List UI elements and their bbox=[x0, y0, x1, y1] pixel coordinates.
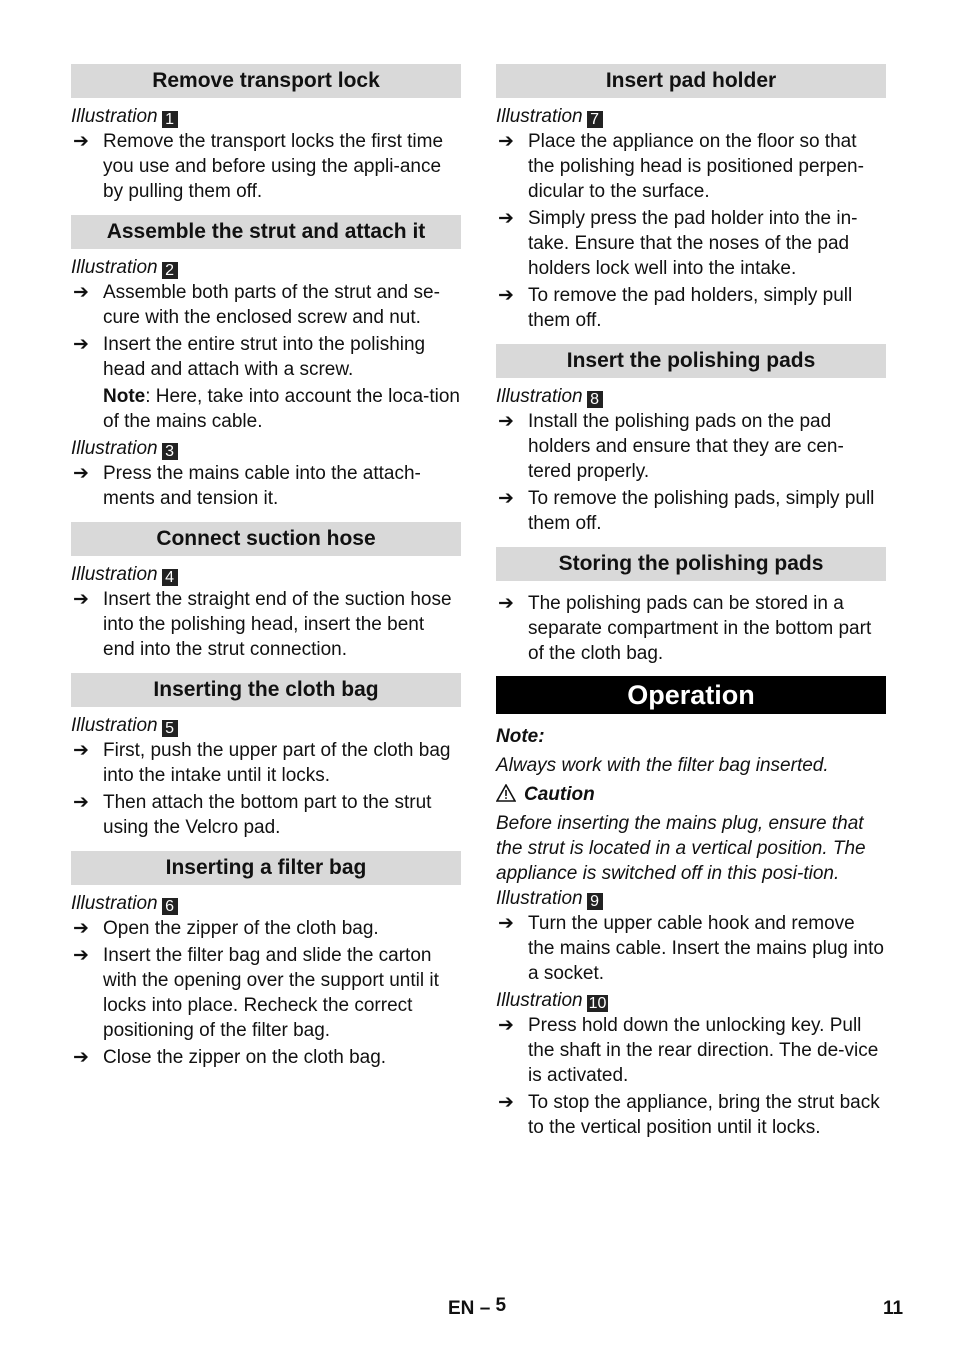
illustration-ref: Illustration 6 bbox=[71, 891, 461, 916]
arrow-icon: ➔ bbox=[73, 282, 89, 303]
arrow-icon: ➔ bbox=[73, 740, 89, 761]
note-text: Always work with the filter bag inserted. bbox=[496, 755, 829, 776]
illustration-number: 6 bbox=[162, 898, 178, 915]
illustration-ref: Illustration 3 bbox=[71, 436, 461, 461]
instruction-item: ➔ To remove the pad holders, simply pull them off. bbox=[498, 285, 853, 331]
instruction-item: ➔ Insert the filter bag and slide the carton with the opening over the support until it locks into place. Recheck the correct positioning of the filter bag. bbox=[73, 945, 439, 1041]
arrow-icon: ➔ bbox=[498, 1015, 514, 1036]
arrow-icon: ➔ bbox=[73, 131, 89, 152]
illustration-number: 3 bbox=[162, 443, 178, 460]
section-heading-inserting-filter-bag: Inserting a filter bag bbox=[71, 851, 461, 885]
illustration-number: 8 bbox=[587, 391, 603, 408]
instruction-item: ➔ First, push the upper part of the cloth bag into the intake until it locks. bbox=[73, 740, 451, 786]
illustration-number: 1 bbox=[162, 111, 178, 128]
arrow-icon: ➔ bbox=[73, 945, 89, 966]
section-heading-storing-polishing-pads: Storing the polishing pads bbox=[496, 547, 886, 581]
instruction-item: ➔ Press the mains cable into the attach-ments and tension it. bbox=[73, 463, 421, 509]
instruction-item: ➔ Place the appliance on the floor so that the polishing head is positioned perpen-dicular to the surface. bbox=[498, 131, 864, 202]
instruction-item: ➔ Then attach the bottom part to the strut using the Velcro pad. bbox=[73, 792, 432, 838]
instruction-item: ➔ Close the zipper on the cloth bag. bbox=[73, 1047, 387, 1068]
caution-text: Before inserting the mains plug, ensure that the strut is located in a vertical position. The appliance is switched off in this posi-tion. bbox=[496, 813, 866, 884]
arrow-icon: ➔ bbox=[498, 1092, 514, 1113]
instruction-item: ➔ Turn the upper cable hook and remove the mains cable. Insert the mains plug into a socket. bbox=[498, 913, 884, 984]
illustration-number: 9 bbox=[587, 893, 603, 910]
instruction-item: ➔ Open the zipper of the cloth bag. bbox=[73, 918, 379, 939]
instruction-item: ➔ Remove the transport locks the first time you use and before using the appli-ance by pulling them off. bbox=[73, 131, 444, 202]
caution-heading: Caution bbox=[496, 782, 886, 807]
arrow-icon: ➔ bbox=[498, 593, 514, 614]
arrow-icon: ➔ bbox=[498, 488, 514, 509]
instruction-item: ➔ Assemble both parts of the strut and se-cure with the enclosed screw and nut. bbox=[73, 282, 440, 328]
arrow-icon: ➔ bbox=[498, 411, 514, 432]
section-heading-connect-suction-hose: Connect suction hose bbox=[71, 522, 461, 556]
right-column bbox=[496, 64, 886, 1142]
section-heading-remove-transport-lock: Remove transport lock bbox=[71, 64, 461, 98]
illustration-number: 5 bbox=[162, 720, 178, 737]
instruction-item: ➔ Insert the entire strut into the polishing head and attach with a screw. bbox=[73, 334, 426, 380]
note-label: Note: bbox=[496, 726, 545, 747]
illustration-ref: Illustration 10 bbox=[496, 990, 607, 1012]
arrow-icon: ➔ bbox=[73, 918, 89, 939]
instruction-item: ➔ Install the polishing pads on the pad holders and ensure that they are cen-tered properly. bbox=[498, 411, 844, 482]
footer-language-page: EN – 5 bbox=[448, 1295, 507, 1319]
arrow-icon: ➔ bbox=[73, 589, 89, 610]
arrow-icon: ➔ bbox=[73, 463, 89, 484]
instruction-item: ➔ Press hold down the unlocking key. Pull the shaft in the rear direction. The de-vice is activated. bbox=[498, 1015, 879, 1086]
illustration-ref: Illustration 9 bbox=[496, 886, 886, 911]
section-heading-insert-pad-holder: Insert pad holder bbox=[496, 64, 886, 98]
arrow-icon: ➔ bbox=[498, 285, 514, 306]
section-heading-assemble-strut: Assemble the strut and attach it bbox=[71, 215, 461, 249]
illustration-number: 7 bbox=[587, 111, 603, 128]
instruction-item: ➔ To stop the appliance, bring the strut back to the vertical position until it locks. bbox=[498, 1092, 880, 1138]
section-heading-insert-polishing-pads: Insert the polishing pads bbox=[496, 344, 886, 378]
illustration-ref: Illustration 8 bbox=[496, 384, 886, 409]
illustration-ref: Illustration 5 bbox=[71, 713, 461, 738]
chapter-heading-operation: Operation bbox=[496, 676, 886, 714]
section-heading-inserting-cloth-bag: Inserting the cloth bag bbox=[71, 673, 461, 707]
illustration-ref: Illustration 1 bbox=[71, 104, 461, 129]
illustration-number: 4 bbox=[162, 569, 178, 586]
instruction-item: ➔ To remove the polishing pads, simply pull them off. bbox=[498, 488, 875, 534]
arrow-icon: ➔ bbox=[73, 334, 89, 355]
illustration-number: 10 bbox=[588, 995, 607, 1012]
arrow-icon: ➔ bbox=[73, 792, 89, 813]
warning-icon bbox=[496, 784, 516, 802]
instruction-item: ➔ Simply press the pad holder into the in-take. Ensure that the noses of the pad holders lock well into the intake. bbox=[498, 208, 858, 279]
note-text: Note: Here, take into account the loca-tion of the mains cable. bbox=[103, 386, 460, 432]
arrow-icon: ➔ bbox=[498, 913, 514, 934]
illustration-ref: Illustration 4 bbox=[71, 562, 461, 587]
illustration-ref: Illustration 7 bbox=[496, 104, 886, 129]
arrow-icon: ➔ bbox=[498, 131, 514, 152]
arrow-icon: ➔ bbox=[73, 1047, 89, 1068]
instruction-item: ➔ Insert the straight end of the suction hose into the polishing head, insert the bent end into the strut connection. bbox=[73, 589, 452, 660]
page-number: 11 bbox=[883, 1298, 904, 1319]
illustration-number: 2 bbox=[162, 262, 178, 279]
illustration-ref: Illustration 2 bbox=[71, 255, 461, 280]
instruction-item: ➔ The polishing pads can be stored in a separate compartment in the bottom part of the cloth bag. bbox=[498, 593, 872, 664]
left-column bbox=[71, 64, 461, 1072]
arrow-icon: ➔ bbox=[498, 208, 514, 229]
